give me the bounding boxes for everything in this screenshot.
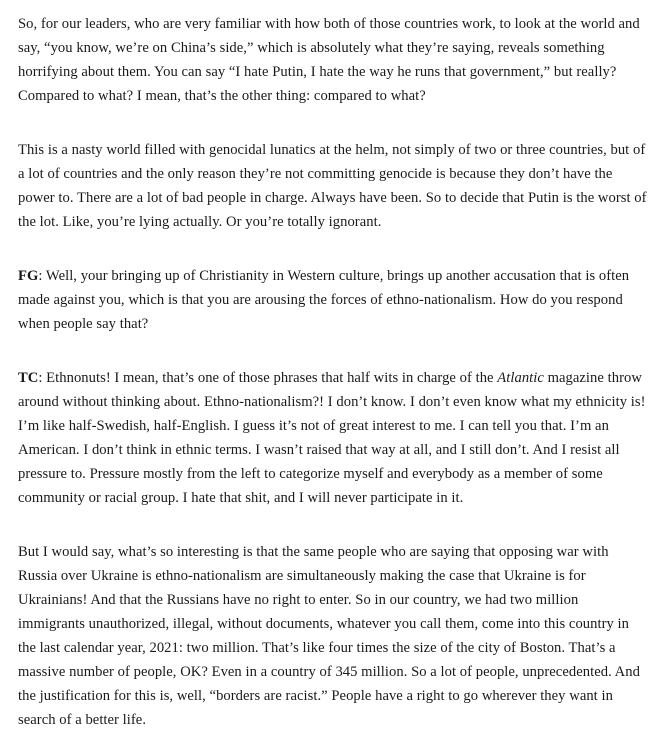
speaker-label-fg: FG [18,268,39,284]
paragraph-fg-question [18,264,648,336]
paragraph-1 [18,12,648,108]
paragraph-2 [18,138,648,234]
publication-name-atlantic: Atlantic [497,370,544,386]
speaker-label-tc: TC [18,370,39,386]
paragraph-tc-answer-text-after: magazine throw around without thinking about. Ethno-nationalism?! I don’t know. I don’t even know what my ethnicity is! I’m like half-Swedish, half-English. I guess it’s not of great interest to me. I can tell you that. I’m an American. I don’t think in ethnic terms. I wasn’t raised that way at all, and I still don’t. And I resist all pressure to. Pressure mostly from the left to categorize myself and everybody as a member of some community or racial group. I hate that shit, and I will never participate in it. [18,370,646,506]
paragraph-1-text: So, for our leaders, who are very familiar with how both of those countries work, to look at the world and say, “you know, we’re on China’s side,” which is absolutely what they’re saying, reveals something horrifying about them. You can say “I hate Putin, I hate the way he runs that government,” but really? Compared to what? I mean, that’s the other thing: compared to what? [18,16,640,104]
paragraph-tc-answer [18,366,648,510]
paragraph-5-text: But I would say, what’s so interesting is that the same people who are saying that opposing war with Russia over Ukraine is ethno-nationalism are simultaneously making the case that Ukraine is for Ukrainians! And that the Russians have no right to enter. So in our country, we had two million immigrants unauthorized, illegal, without documents, whatever you call them, come into this country in the last calendar year, 2021: two million. That’s like four times the size of the city of Boston. That’s a massive number of people, OK? Even in a country of 345 million. So a lot of people, unprecedented. And the justification for this is, well, “borders are racist.” People have a right to go wherever they want in search of a better life. [18,544,640,728]
paragraph-5 [18,540,648,732]
paragraph-fg-question-text: : Well, your bringing up of Christianity in Western culture, brings up another accusation that is often made against you, which is that you are arousing the forces of ethno-nationalism. How do you respond when people say that? [18,268,630,332]
paragraph-tc-answer-text-before: : Ethnonuts! I mean, that’s one of those phrases that half wits in charge of the [38,370,498,386]
paragraph-2-text: This is a nasty world filled with genocidal lunatics at the helm, not simply of two or three countries, but of a lot of countries and the only reason they’re not committing genocide is because they don’t have the power to. There are a lot of bad people in charge. Always have been. So to decide that Putin is the worst of the lot. Like, you’re lying actually. Or you’re totally ignorant. [18,142,647,230]
